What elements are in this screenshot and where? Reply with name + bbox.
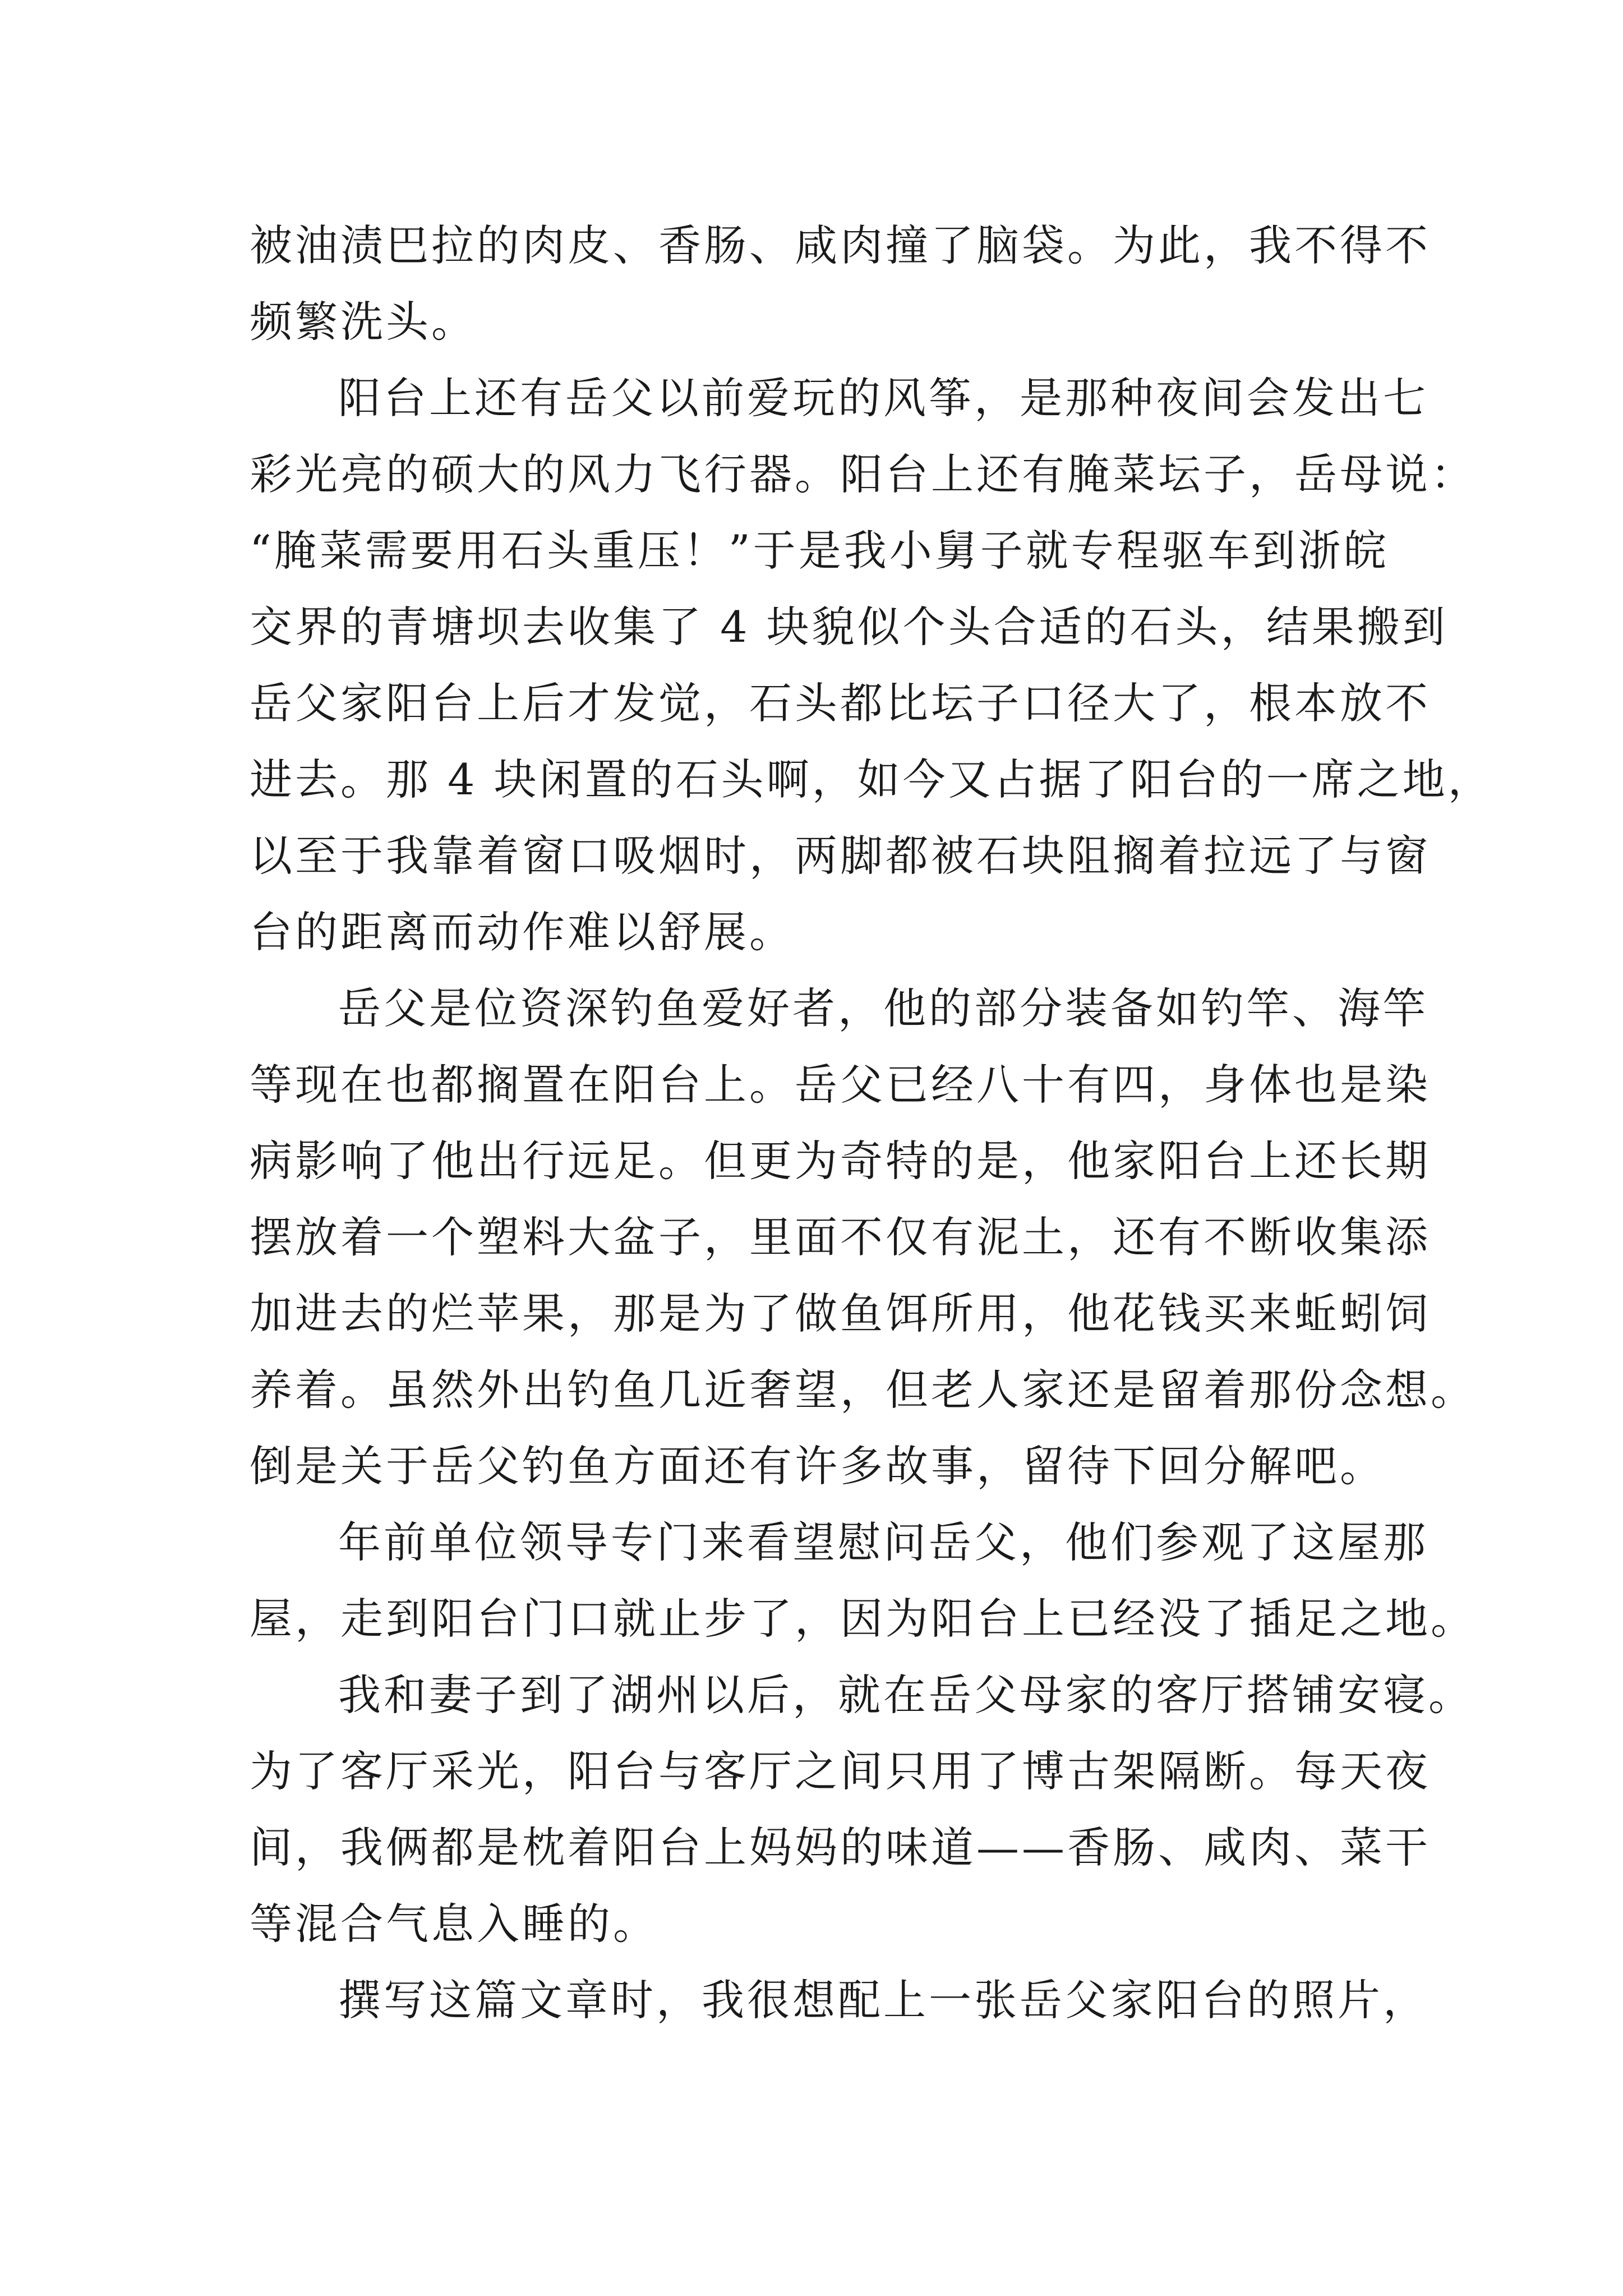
text-line: 岳父是位资深钓鱼爱好者，他的部分装备如钓竿、海竿 <box>338 983 1428 1033</box>
text-line: 进去。那 4 块闲置的石头啊，如今又占据了阳台的一席之地， <box>250 754 1493 804</box>
text-line: 养着。虽然外出钓鱼几近奢望，但老人家还是留着那份念想。 <box>250 1365 1476 1415</box>
text-line: 频繁洗头。 <box>250 297 477 347</box>
text-line: 我和妻子到了湖州以后，就在岳父母家的客厅搭铺安寝。 <box>338 1670 1474 1720</box>
text-line: “腌菜需要用石头重压！”于是我小舅子就专程驱车到浙皖 <box>250 526 1389 576</box>
text-line: 摆放着一个塑料大盆子，里面不仅有泥土，还有不断收集添 <box>250 1212 1431 1262</box>
text-line: 为了客厅采光，阳台与客厅之间只用了博古架隔断。每天夜 <box>250 1746 1431 1796</box>
text-line: 被油渍巴拉的肉皮、香肠、咸肉撞了脑袋。为此，我不得不 <box>250 220 1431 270</box>
text-line: 交界的青塘坝去收集了 4 块貌似个头合适的石头，结果搬到 <box>250 602 1448 652</box>
text-line: 以至于我靠着窗口吸烟时，两脚都被石块阻搁着拉远了与窗 <box>250 831 1431 881</box>
text-line: 彩光亮的硕大的风力飞行器。阳台上还有腌菜坛子，岳母说： <box>250 449 1476 499</box>
text-line: 岳父家阳台上后才发觉，石头都比坛子口径大了，根本放不 <box>250 678 1431 728</box>
text-line: 倒是关于岳父钓鱼方面还有许多故事，留待下回分解吧。 <box>250 1441 1385 1491</box>
text-line: 屋，走到阳台门口就止步了，因为阳台上已经没了插足之地。 <box>250 1594 1476 1644</box>
text-line: 间，我俩都是枕着阳台上妈妈的味道——香肠、咸肉、菜干 <box>250 1823 1431 1872</box>
body-text <box>250 208 1493 2039</box>
text-line: 台的距离而动作难以舒展。 <box>250 907 795 957</box>
text-line: 等现在也都搁置在阳台上。岳父已经八十有四，身体也是染 <box>250 1060 1431 1110</box>
text-line: 撰写这篇文章时，我很想配上一张岳父家阳台的照片， <box>338 1975 1428 2025</box>
text-line: 病影响了他出行远足。但更为奇特的是，他家阳台上还长期 <box>250 1136 1431 1186</box>
text-line: 阳台上还有岳父以前爱玩的风筝，是那种夜间会发出七 <box>338 373 1428 423</box>
text-line: 等混合气息入睡的。 <box>250 1899 658 1949</box>
text-line: 年前单位领导专门来看望慰问岳父，他们参观了这屋那 <box>338 1517 1428 1567</box>
text-line: 加进去的烂苹果，那是为了做鱼饵所用，他花钱买来蚯蚓饲 <box>250 1289 1431 1338</box>
